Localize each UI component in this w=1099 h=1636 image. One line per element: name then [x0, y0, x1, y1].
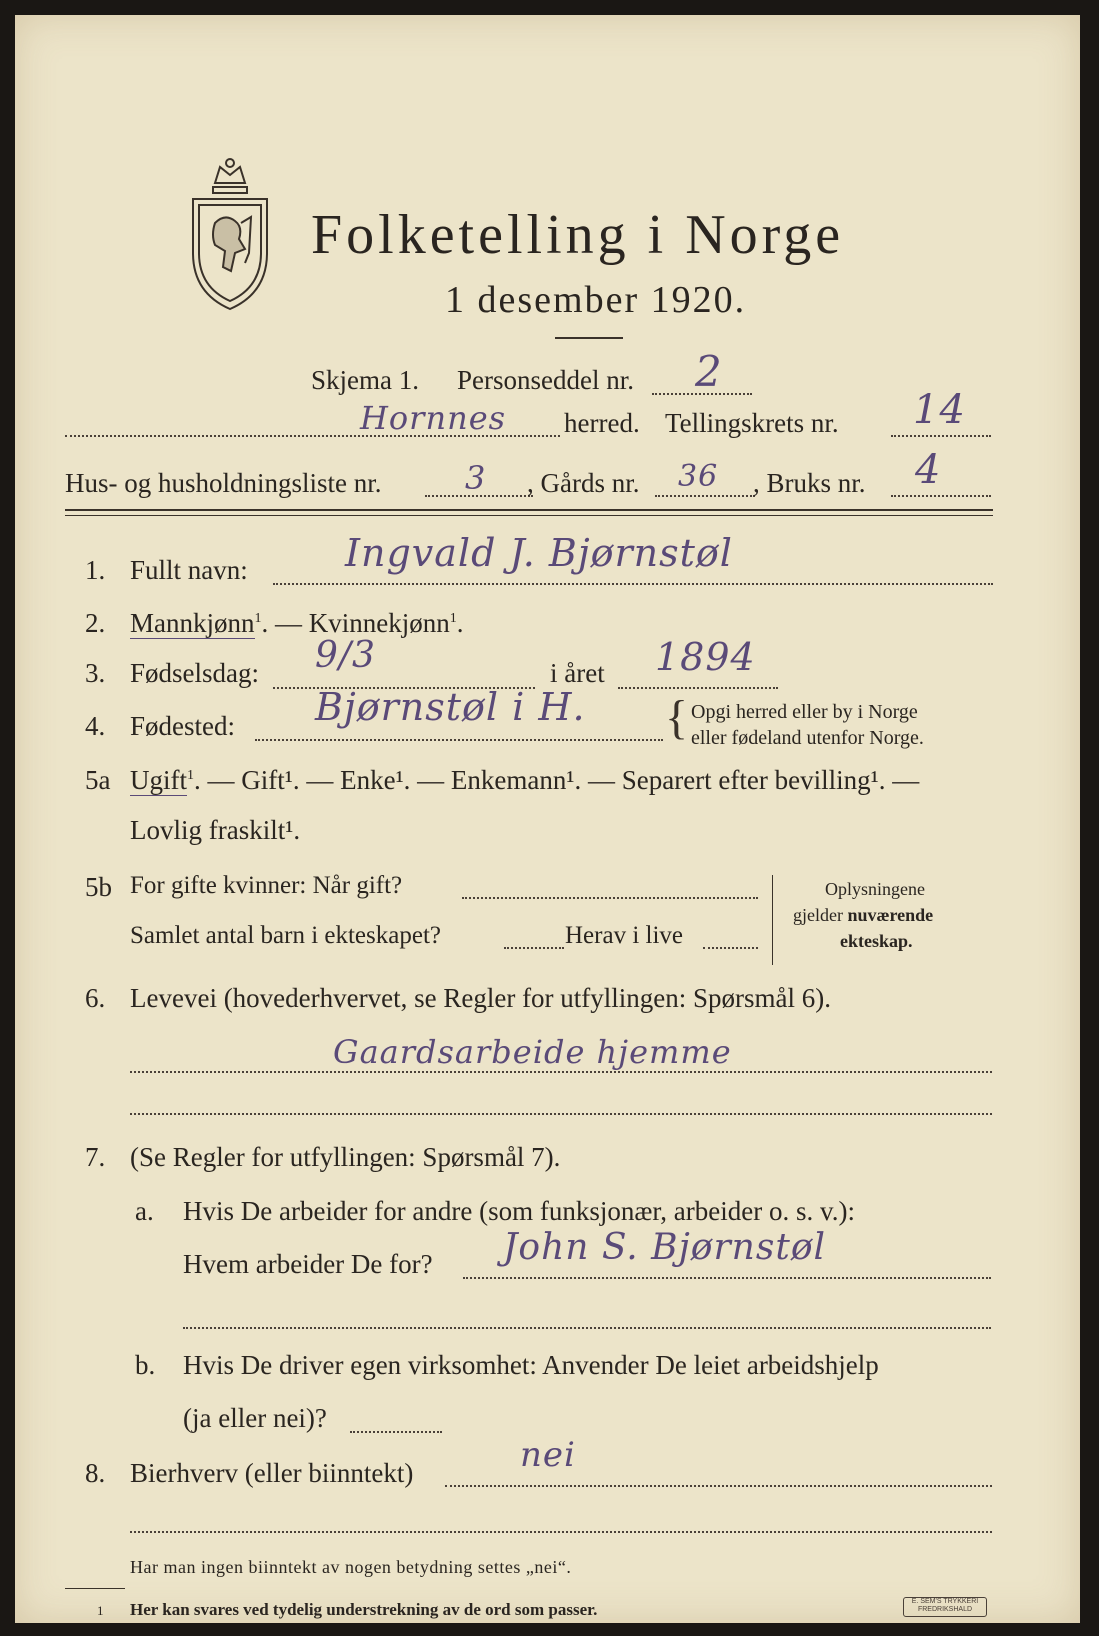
- q7-label: (Se Regler for utfyllingen: Spørsmål 7).: [130, 1142, 561, 1172]
- q5b-note-2: gjelder nuværende: [793, 905, 934, 925]
- footnote-mark: 1: [97, 1603, 104, 1618]
- q7a-letter: a.: [135, 1196, 154, 1226]
- q7b-text: Hvis De driver egen virksomhet: Anvender De leiet arbeidshjelp: [183, 1350, 879, 1380]
- skjema-label: Skjema 1.: [311, 365, 419, 395]
- q5b-note-3: ekteskap.: [840, 931, 913, 951]
- q3-label: Fødselsdag:: [130, 658, 260, 688]
- q3-year-answer[interactable]: 1894: [655, 635, 756, 679]
- header-divider-1: [65, 509, 993, 511]
- personseddel-answer[interactable]: 2: [695, 347, 723, 396]
- q7a-answer[interactable]: John S. Bjørnstøl: [503, 1227, 826, 1268]
- census-form-page: Folketelling i Norge 1 desember 1920. Skjema 1. Personseddel nr. 2 Hornnes herred. Tellingskrets nr. 14 Hus- og husholdningsliste nr. 3 , Gårds nr. 36 , Bruks nr. 4 1. Fullt navn: Ingvald J. Bjørnstøl 2. Mannkjønn$^1$. — Kvinnekjønn$^1$. 3. Fødselsdag: 9/3 i året 1894 4. Fødested: Bjørnstøl i H. { Opgi herred eller by i Norge eller fødeland utenfor Norge. 5a Ugift$^1$. — Gift¹. — Enke¹. — Enkemann¹. — Separert efter bevilling¹. — Lovlig fraskilt¹. 5b For gifte kvinner: Når gift? Samlet antal barn i ekteskapet? Herav i live Oplysningene gjelder nuværende ekteskap. 6. Levevei (hovederhvervet, se Regler for utfyllingen: Spørsmål 6). Gaardsarbeide hjemme 7. (Se Regler for utfyllingen: Spørsmål 7). a. Hvis De arbeider for andre (som funksjonær, arbeider o. s. v.): Hvem arbeider De for? John S. Bjørnstøl b. Hvis De driver egen virksomhet: Anvender De leiet arbeidshjelp (ja eller nei)? 8. Bierhverv (eller biinntekt) nei Har man ingen biinntekt av nogen betydning settes „nei“. 1 Her kan svares ved tydelig understrekning av de ord som passer. E. SEM'S TRYKKERI FREDRIKSHALD: [15, 15, 1080, 1623]
- q5a-options: Ugift$^1$. — Gift¹. — Enke¹. — Enkemann¹. — Separert efter bevilling¹. —: [130, 765, 920, 795]
- q3-number: 3.: [85, 658, 106, 688]
- q7-number: 7.: [85, 1142, 106, 1172]
- gards-label: , Gårds nr.: [527, 468, 640, 498]
- q2-mann-option[interactable]: Mannkjønn: [130, 608, 255, 638]
- q4-note-1: Opgi herred eller by i Norge: [691, 701, 918, 723]
- q5a-ugift-option[interactable]: Ugift: [130, 765, 187, 795]
- q6-label: Levevei (hovederhvervet, se Regler for utfyllingen: Spørsmål 6).: [130, 983, 832, 1013]
- q5b-number: 5b: [85, 872, 112, 902]
- q1-label: Fullt navn:: [130, 555, 248, 585]
- husliste-answer[interactable]: 3: [465, 459, 487, 497]
- form-title: Folketelling i Norge: [311, 204, 845, 266]
- q5b-note-1: Oplysningene: [825, 879, 925, 899]
- q8-answer[interactable]: nei: [520, 1435, 576, 1475]
- footnote-text: Her kan svares ved tydelig understrekning av de ord som passer.: [130, 1600, 598, 1619]
- q5b-married-field[interactable]: [462, 897, 758, 899]
- census-date: 1 desember 1920.: [445, 279, 747, 321]
- herred-label: herred.: [564, 408, 640, 438]
- q4-number: 4.: [85, 711, 106, 741]
- q6-answer[interactable]: Gaardsarbeide hjemme: [333, 1033, 732, 1071]
- footer-note: Har man ingen biinntekt av nogen betydning settes „nei“.: [130, 1557, 572, 1577]
- tellingskrets-label: Tellingskrets nr.: [665, 408, 839, 438]
- printer-stamp: E. SEM'S TRYKKERI FREDRIKSHALD: [903, 1597, 987, 1617]
- header-divider-2: [65, 515, 993, 516]
- husliste-label: Hus- og husholdningsliste nr.: [65, 468, 382, 498]
- q4-label: Fødested:: [130, 711, 235, 741]
- q4-answer[interactable]: Bjørnstøl i H.: [315, 685, 586, 729]
- q5b-alive-field[interactable]: [703, 947, 758, 949]
- q5a-number: 5a: [85, 765, 111, 795]
- q3-year-label: i året: [550, 658, 605, 688]
- q7b-letter: b.: [135, 1350, 156, 1380]
- bruks-answer[interactable]: 4: [915, 447, 942, 493]
- q7b-answer-field[interactable]: [350, 1431, 442, 1433]
- q5b-label-3: Herav i live: [565, 922, 684, 949]
- norway-coat-of-arms-icon: [185, 153, 275, 313]
- title-divider: [555, 337, 623, 339]
- tellingskrets-answer[interactable]: 14: [913, 387, 966, 433]
- q5b-children-field[interactable]: [504, 947, 564, 949]
- personseddel-label: Personseddel nr.: [457, 365, 634, 395]
- q5b-label-2: Samlet antal barn i ekteskapet?: [130, 922, 441, 949]
- q1-number: 1.: [85, 555, 106, 585]
- q4-note-2: eller fødeland utenfor Norge.: [691, 727, 924, 749]
- q2-kvinne-option[interactable]: Kvinnekjønn: [308, 608, 450, 638]
- gards-answer[interactable]: 36: [678, 459, 719, 494]
- q2-options: Mannkjønn$^1$. — Kvinnekjønn$^1$.: [130, 608, 464, 638]
- q7a-text: Hvis De arbeider for andre (som funksjonær, arbeider o. s. v.):: [183, 1196, 855, 1226]
- herred-answer[interactable]: Hornnes: [360, 399, 507, 437]
- q5b-label-1: For gifte kvinner: Når gift?: [130, 872, 403, 899]
- q3-day-answer[interactable]: 9/3: [315, 635, 376, 676]
- bruks-label: , Bruks nr.: [753, 468, 866, 498]
- q8-number: 8.: [85, 1458, 106, 1488]
- q8-label: Bierhverv (eller biinntekt): [130, 1458, 414, 1488]
- q6-number: 6.: [85, 983, 106, 1013]
- q7b-label2: (ja eller nei)?: [183, 1403, 327, 1433]
- q7a-label2: Hvem arbeider De for?: [183, 1249, 433, 1279]
- q2-number: 2.: [85, 608, 106, 638]
- q5a-line2: Lovlig fraskilt¹.: [130, 815, 301, 845]
- q1-answer[interactable]: Ingvald J. Bjørnstøl: [345, 531, 733, 575]
